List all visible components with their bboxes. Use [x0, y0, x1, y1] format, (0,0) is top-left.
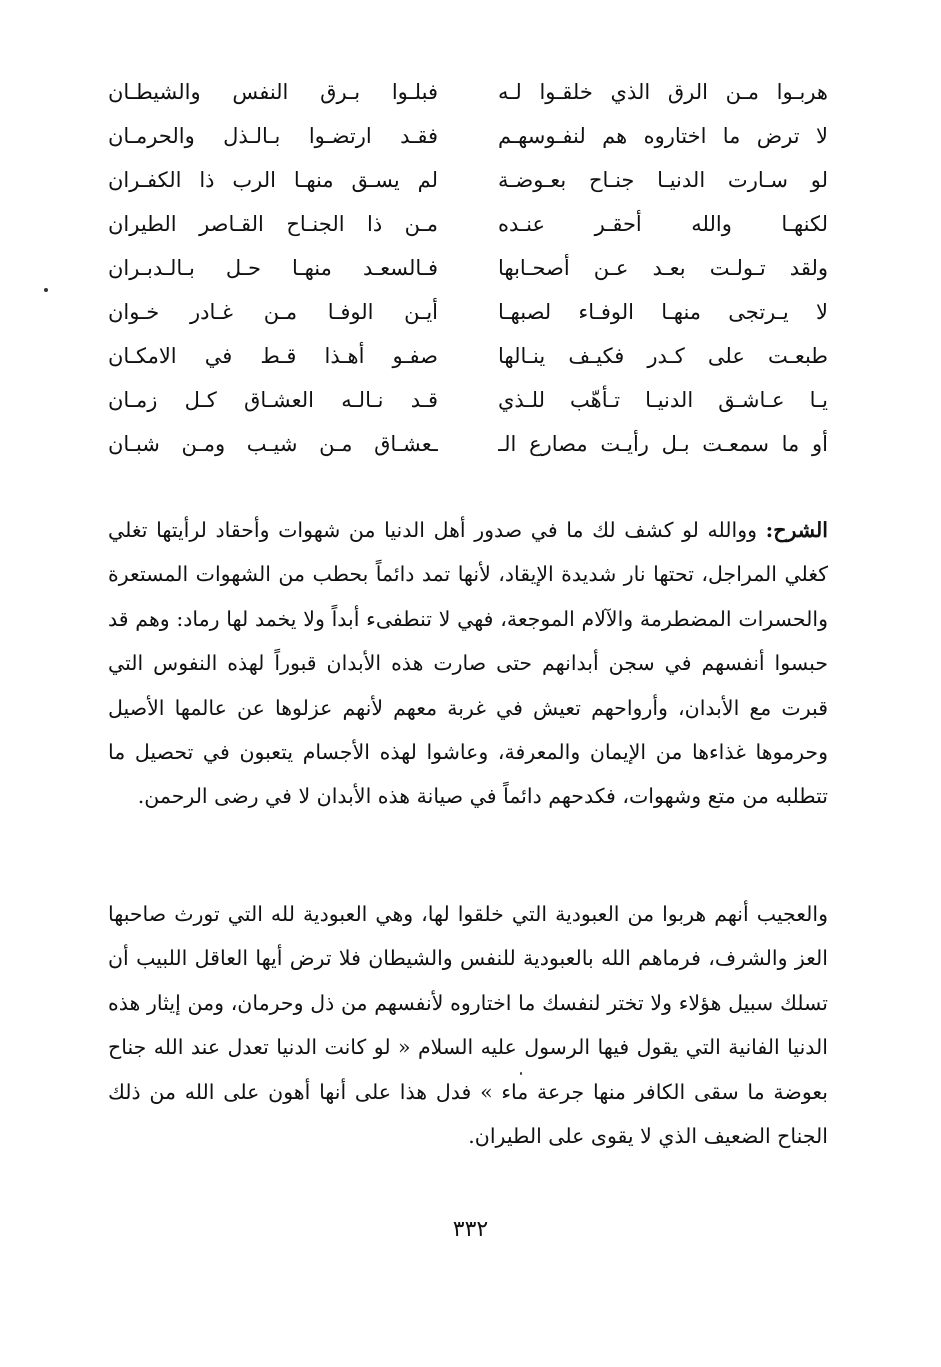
- poem-verse: [108, 292, 828, 332]
- verse-second-hemistich: فبلـوا بـرق النفس والشيطـان: [108, 80, 438, 104]
- poem-verse: [108, 72, 828, 112]
- verse-first-hemistich: أو ما سمعـت بـل رأيـت مصارع الـ: [498, 432, 828, 456]
- commentary-text: ووالله لو كشف لك ما في صدور أهل الدنيا من شهوات وأحقاد لرأيتها تغلي كغلي المراجل، تحتها نار شديدة الإيقاد، لأنها تمد دائماً بحطب من الشهوات المستعرة والحسرات المضطرمة والآلام الموجعة، فهي لا تنطفىء أبداً ولا يخمد لها رماد: وهم قد حبسوا أنفسهم في سجن أبدانهم حتى صارت هذه الأبدان قبوراً لهذه النفوس التي قبرت مع الأبدان، وأرواحهم تعيش في غربة معهم لأنهم عزلوها عن عالمها الأصيل وحرموها غذاءها من الإيمان والمعرفة، وعاشوا لهذه الأجسام يتعبون في تحصيل ما تتطلبه من متع وشهوات، فكدحهم دائماً في صيانة هذه الأبدان لا في رضى الرحمن.: [108, 518, 828, 809]
- commentary-paragraph: [108, 508, 828, 819]
- verse-first-hemistich: لكنهـا والله أحقـر عنـده: [498, 212, 828, 236]
- poem-verse: [108, 424, 828, 464]
- verse-first-hemistich: هربـوا مـن الرق الذي خلقـوا لـه: [498, 80, 828, 104]
- verse-first-hemistich: لو سـارت الدنيـا جنـاح بعـوضـة: [498, 168, 828, 192]
- verse-first-hemistich: يـا عـاشـق الدنيـا تـأهّب للـذي: [498, 388, 828, 412]
- verse-second-hemistich: صفـو أهـذا قـط في الامكـان: [108, 344, 438, 368]
- poem-block: [108, 72, 828, 480]
- commentary-heading: الشرح:: [765, 518, 828, 542]
- verse-second-hemistich: أيـن الوفـا مـن غـادر خـوان: [108, 300, 438, 324]
- verse-first-hemistich: لا يـرتجى منهـا الوفـاء لصبهـا: [498, 300, 828, 324]
- verse-second-hemistich: فقـد ارتضـوا بـالـذل والحرمـان: [108, 124, 438, 148]
- verse-second-hemistich: مـن ذا الجنـاح القـاصر الطيران: [108, 212, 438, 236]
- verse-second-hemistich: فـالسعـد منهـا حـل بـالـدبـران: [108, 256, 438, 280]
- verse-second-hemistich: قـد نـالـه العشـاق كـل زمـان: [108, 388, 438, 412]
- verse-first-hemistich: ولقد تـولـت بعـد عـن أصحـابها: [498, 256, 828, 280]
- verse-first-hemistich: طبعـت على كـدر فكيـف ينـالها: [498, 344, 828, 368]
- poem-verse: [108, 336, 828, 376]
- scan-speck: [44, 288, 48, 292]
- verse-first-hemistich: لا ترض ما اختاروه هم لنفـوسهـم: [498, 124, 828, 148]
- poem-verse: [108, 248, 828, 288]
- verse-second-hemistich: لم يسـق منهـا الرب ذا الكفـران: [108, 168, 438, 192]
- poem-verse: [108, 204, 828, 244]
- page-number: ٣٣٢: [452, 1217, 489, 1242]
- verse-second-hemistich: ـعشـاق مـن شيـب ومـن شبـان: [108, 432, 438, 456]
- scan-speck: [520, 1072, 522, 1075]
- poem-verse: [108, 116, 828, 156]
- commentary-paragraph-2: والعجيب أنهم هربوا من العبودية التي خلقوا لها، وهي العبودية لله التي تورث صاحبها العز والشرف، فرماهم الله بالعبودية للنفس والشيطان فلا ترض أيها العاقل اللبيب أن تسلك سبيل هؤلاء ولا تختر لنفسك ما اختاروه لأنفسهم من ذل وحرمان، ومن إيثار هذه الدنيا الفانية التي يقول فيها الرسول عليه السلام « لو كانت الدنيا تعدل عند الله جناح بعوضة ما سقى الكافر منها جرعة ماء » فدل هذا على أنها أهون على الله من ذلك الجناح الضعيف الذي لا يقوى على الطيران.: [108, 902, 828, 1149]
- poem-verse: [108, 380, 828, 420]
- poem-verse: [108, 160, 828, 200]
